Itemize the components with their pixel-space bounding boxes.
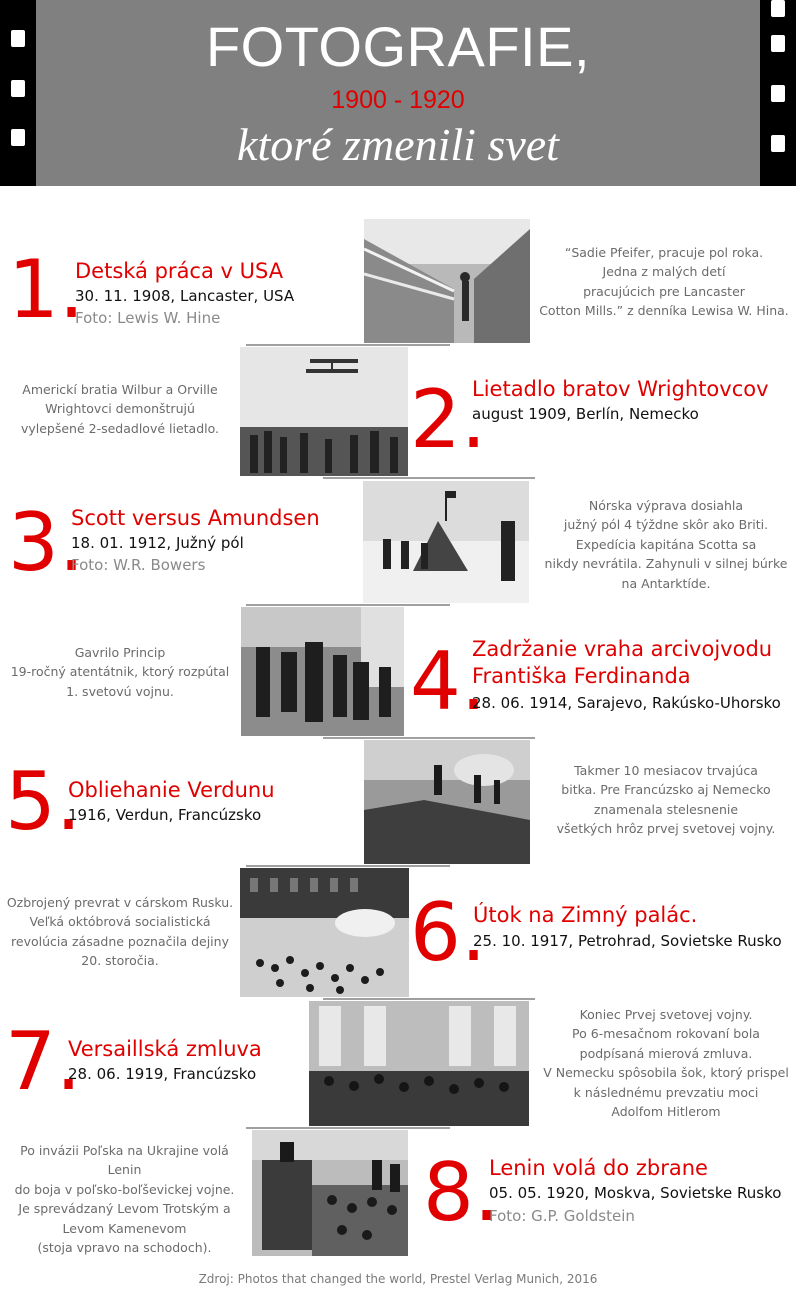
event-date: 25. 10. 1917, Petrohrad, Sovietske Rusko — [473, 932, 782, 950]
event-caption: Po invázii Poľska na Ukrajine volá Lenin do boja v poľsko-boľševickej vojne. Je sprevádzaný Levom Trotským a Levom Kamenevom (stoja vpravo na schodoch). — [14, 1143, 235, 1255]
page-years: 1900 - 1920 — [331, 86, 465, 114]
event-title: Scott versus Amundsen — [71, 506, 320, 530]
event-caption: Koniec Prvej svetovej vojny. Po 6-mesačnom rokovaní bola podpísaná mierová zmluva. V Nemecku spôsobila šok, ktorý prispel k následnému prevzatiu moci Adolfom Hitlerom — [543, 1007, 789, 1119]
event-date: 1916, Verdun, Francúzsko — [68, 806, 262, 824]
divider — [246, 344, 450, 346]
event-photo — [241, 607, 404, 736]
event-photo — [364, 219, 530, 343]
event-title: Zadržanie vraha arcivojvodu Františka Ferdinanda — [472, 637, 773, 689]
event-number: 4. — [410, 635, 487, 728]
source-credit: Zdroj: Photos that changed the world, Prestel Verlag Munich, 2016 — [198, 1272, 598, 1286]
event-title: Obliehanie Verdunu — [68, 778, 275, 802]
event-photo-credit: Foto: W.R. Bowers — [71, 556, 206, 574]
event-number: 6. — [410, 886, 487, 979]
event-photo — [240, 347, 408, 476]
event-title: Lietadlo bratov Wrightovcov — [472, 377, 769, 401]
divider — [323, 998, 535, 1000]
event-caption: Gavrilo Princip 19-ročný atentátnik, ktorý rozpútal 1. svetovú vojnu. — [10, 645, 230, 699]
divider — [246, 865, 450, 867]
event-date: 18. 01. 1912, Južný pól — [71, 534, 244, 552]
event-number: 5. — [5, 755, 82, 848]
event-number: 1. — [8, 243, 85, 336]
divider — [246, 1127, 450, 1129]
event-caption: Americkí bratia Wilbur a Orville Wrightovci demonštrujú vylepšené 2-sedadlové lietadlo. — [20, 382, 220, 436]
page-subtitle: ktoré zmenili svet — [237, 119, 559, 170]
event-caption: Nórska výprava dosiahla južný pól 4 týždne skôr ako Briti. Expedícia kapitána Scotta sa nikdy nevrátila. Zahynuli v silnej búrke na Antarktíde. — [544, 498, 788, 591]
event-date: 30. 11. 1908, Lancaster, USA — [75, 287, 295, 305]
event-number: 2. — [410, 373, 487, 466]
event-date: 28. 06. 1919, Francúzsko — [68, 1065, 257, 1083]
divider — [323, 737, 535, 739]
event-photo-image — [309, 1001, 529, 1126]
event-photo — [252, 1130, 408, 1256]
event-photo-credit: Foto: Lewis W. Hine — [75, 309, 221, 327]
divider — [323, 477, 535, 479]
event-date: 05. 05. 1920, Moskva, Sovietske Rusko — [489, 1184, 782, 1202]
divider — [246, 604, 450, 606]
event-number: 8. — [423, 1146, 500, 1239]
event-number: 3. — [8, 496, 85, 589]
event-photo-credit: Foto: G.P. Goldstein — [489, 1207, 635, 1225]
event-date: august 1909, Berlín, Nemecko — [472, 405, 699, 423]
event-date: 28. 06. 1914, Sarajevo, Rakúsko-Uhorsko — [472, 694, 781, 712]
event-caption: “Sadie Pfeifer, pracuje pol roka. Jedna z malých detí pracujúcich pre Lancaster Cotton Mills.” z denníka Lewisa W. Hina. — [539, 245, 789, 319]
event-caption: Takmer 10 mesiacov trvajúca bitka. Pre Francúzsko aj Nemecko znamenala stelesnenie všetkých hrôz prvej svetovej vojny. — [556, 763, 776, 837]
event-caption: Ozbrojený prevrat v cárskom Rusku. Veľká októbrová socialistická revolúcia zásadne poznačila dejiny 20. storočia. — [6, 895, 234, 969]
event-photo — [240, 868, 409, 997]
event-photo — [363, 481, 529, 603]
event-number: 7. — [5, 1015, 82, 1108]
event-title: Lenin volá do zbrane — [489, 1156, 708, 1180]
page-title: FOTOGRAFIE, — [205, 15, 591, 78]
event-title: Versaillská zmluva — [68, 1037, 262, 1061]
event-title: Útok na Zimný palác. — [473, 903, 698, 927]
header-banner — [0, 0, 796, 186]
event-photo — [364, 740, 530, 864]
event-title: Detská práca v USA — [75, 259, 284, 283]
